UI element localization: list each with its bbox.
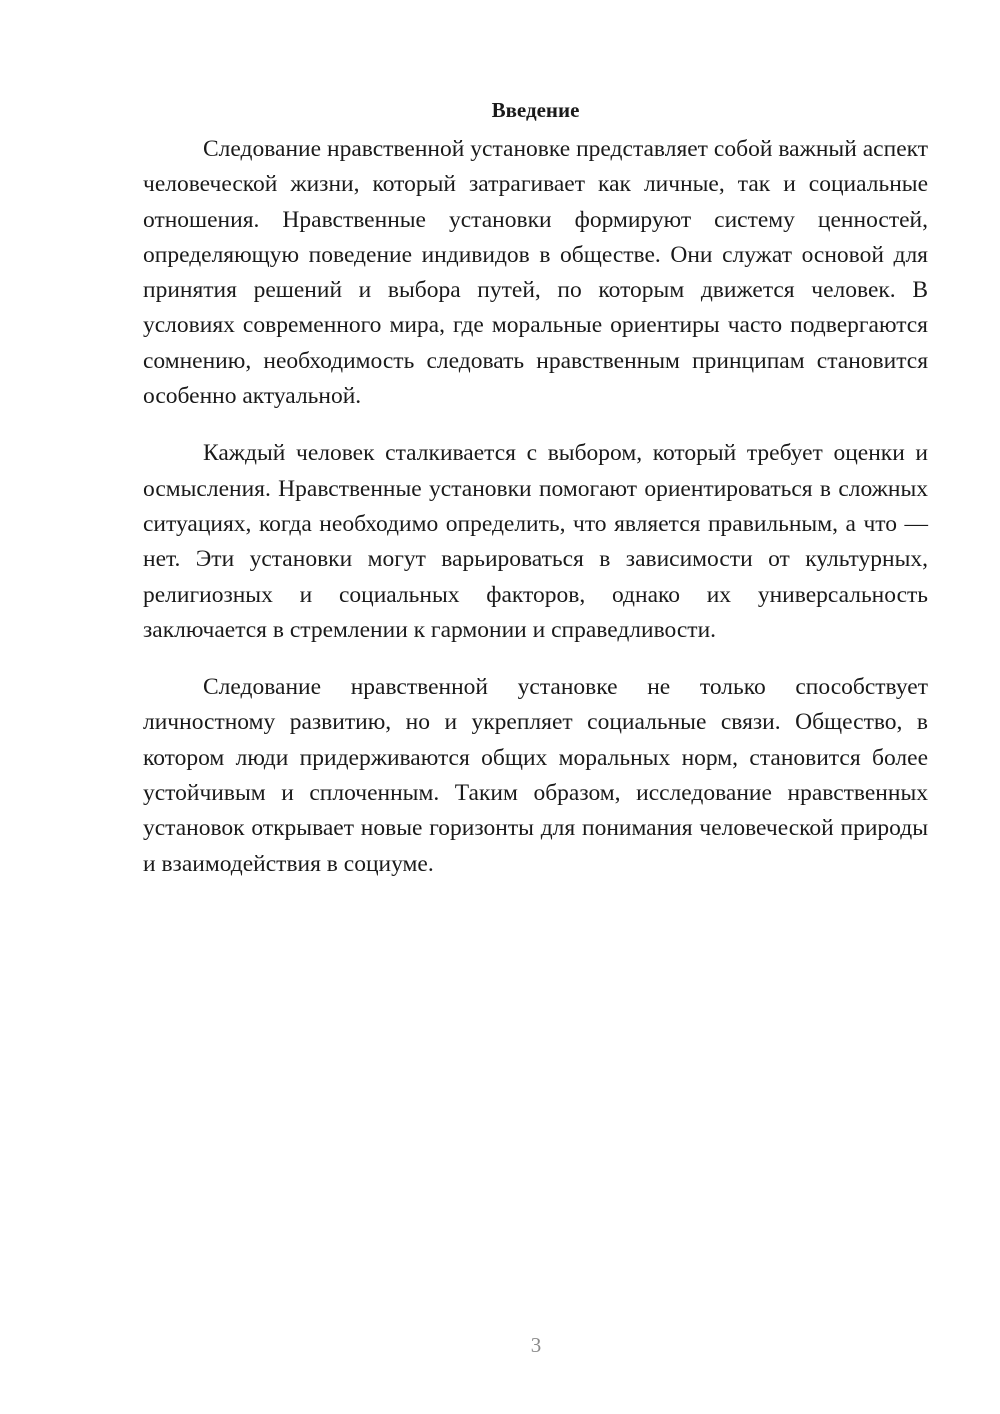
section-title: Введение bbox=[491, 98, 580, 122]
paragraph-1: Следование нравственной установке представляет собой важный аспект человеческой жизни, который затрагивает как личные, так и социальные отношения. Нравственные установки формируют систему ценностей, определяющую поведение индивидов в обществе. Они служат основой для принятия решений и выбора путей, по которым движется человек. В условиях современного мира, где моральные ориентиры часто подвергаются сомнению, необходимость следовать нравственным принципам становится особенно актуальной. bbox=[143, 136, 928, 410]
page-content bbox=[143, 92, 928, 904]
page-number: 3 bbox=[530, 1333, 542, 1357]
paragraph-2: Каждый человек сталкивается с выбором, который требует оценки и осмысления. Нравственные установки помогают ориентироваться в сложных ситуациях, когда необходимо определить, что является правильным, а что — нет. Эти установки могут варьироваться в зависимости от культурных, религиозных и социальных факторов, однако их универсальность заключается в стремлении к гармонии и справедливости. bbox=[143, 440, 928, 643]
paragraph-3: Следование нравственной установке не только способствует личностному развитию, но и укрепляет социальные связи. Общество, в котором люди придерживаются общих моральных норм, становится более устойчивым и сплоченным. Таким образом, исследование нравственных установок открывает новые горизонты для понимания человеческой природы и взаимодействия в социуме. bbox=[143, 674, 928, 877]
